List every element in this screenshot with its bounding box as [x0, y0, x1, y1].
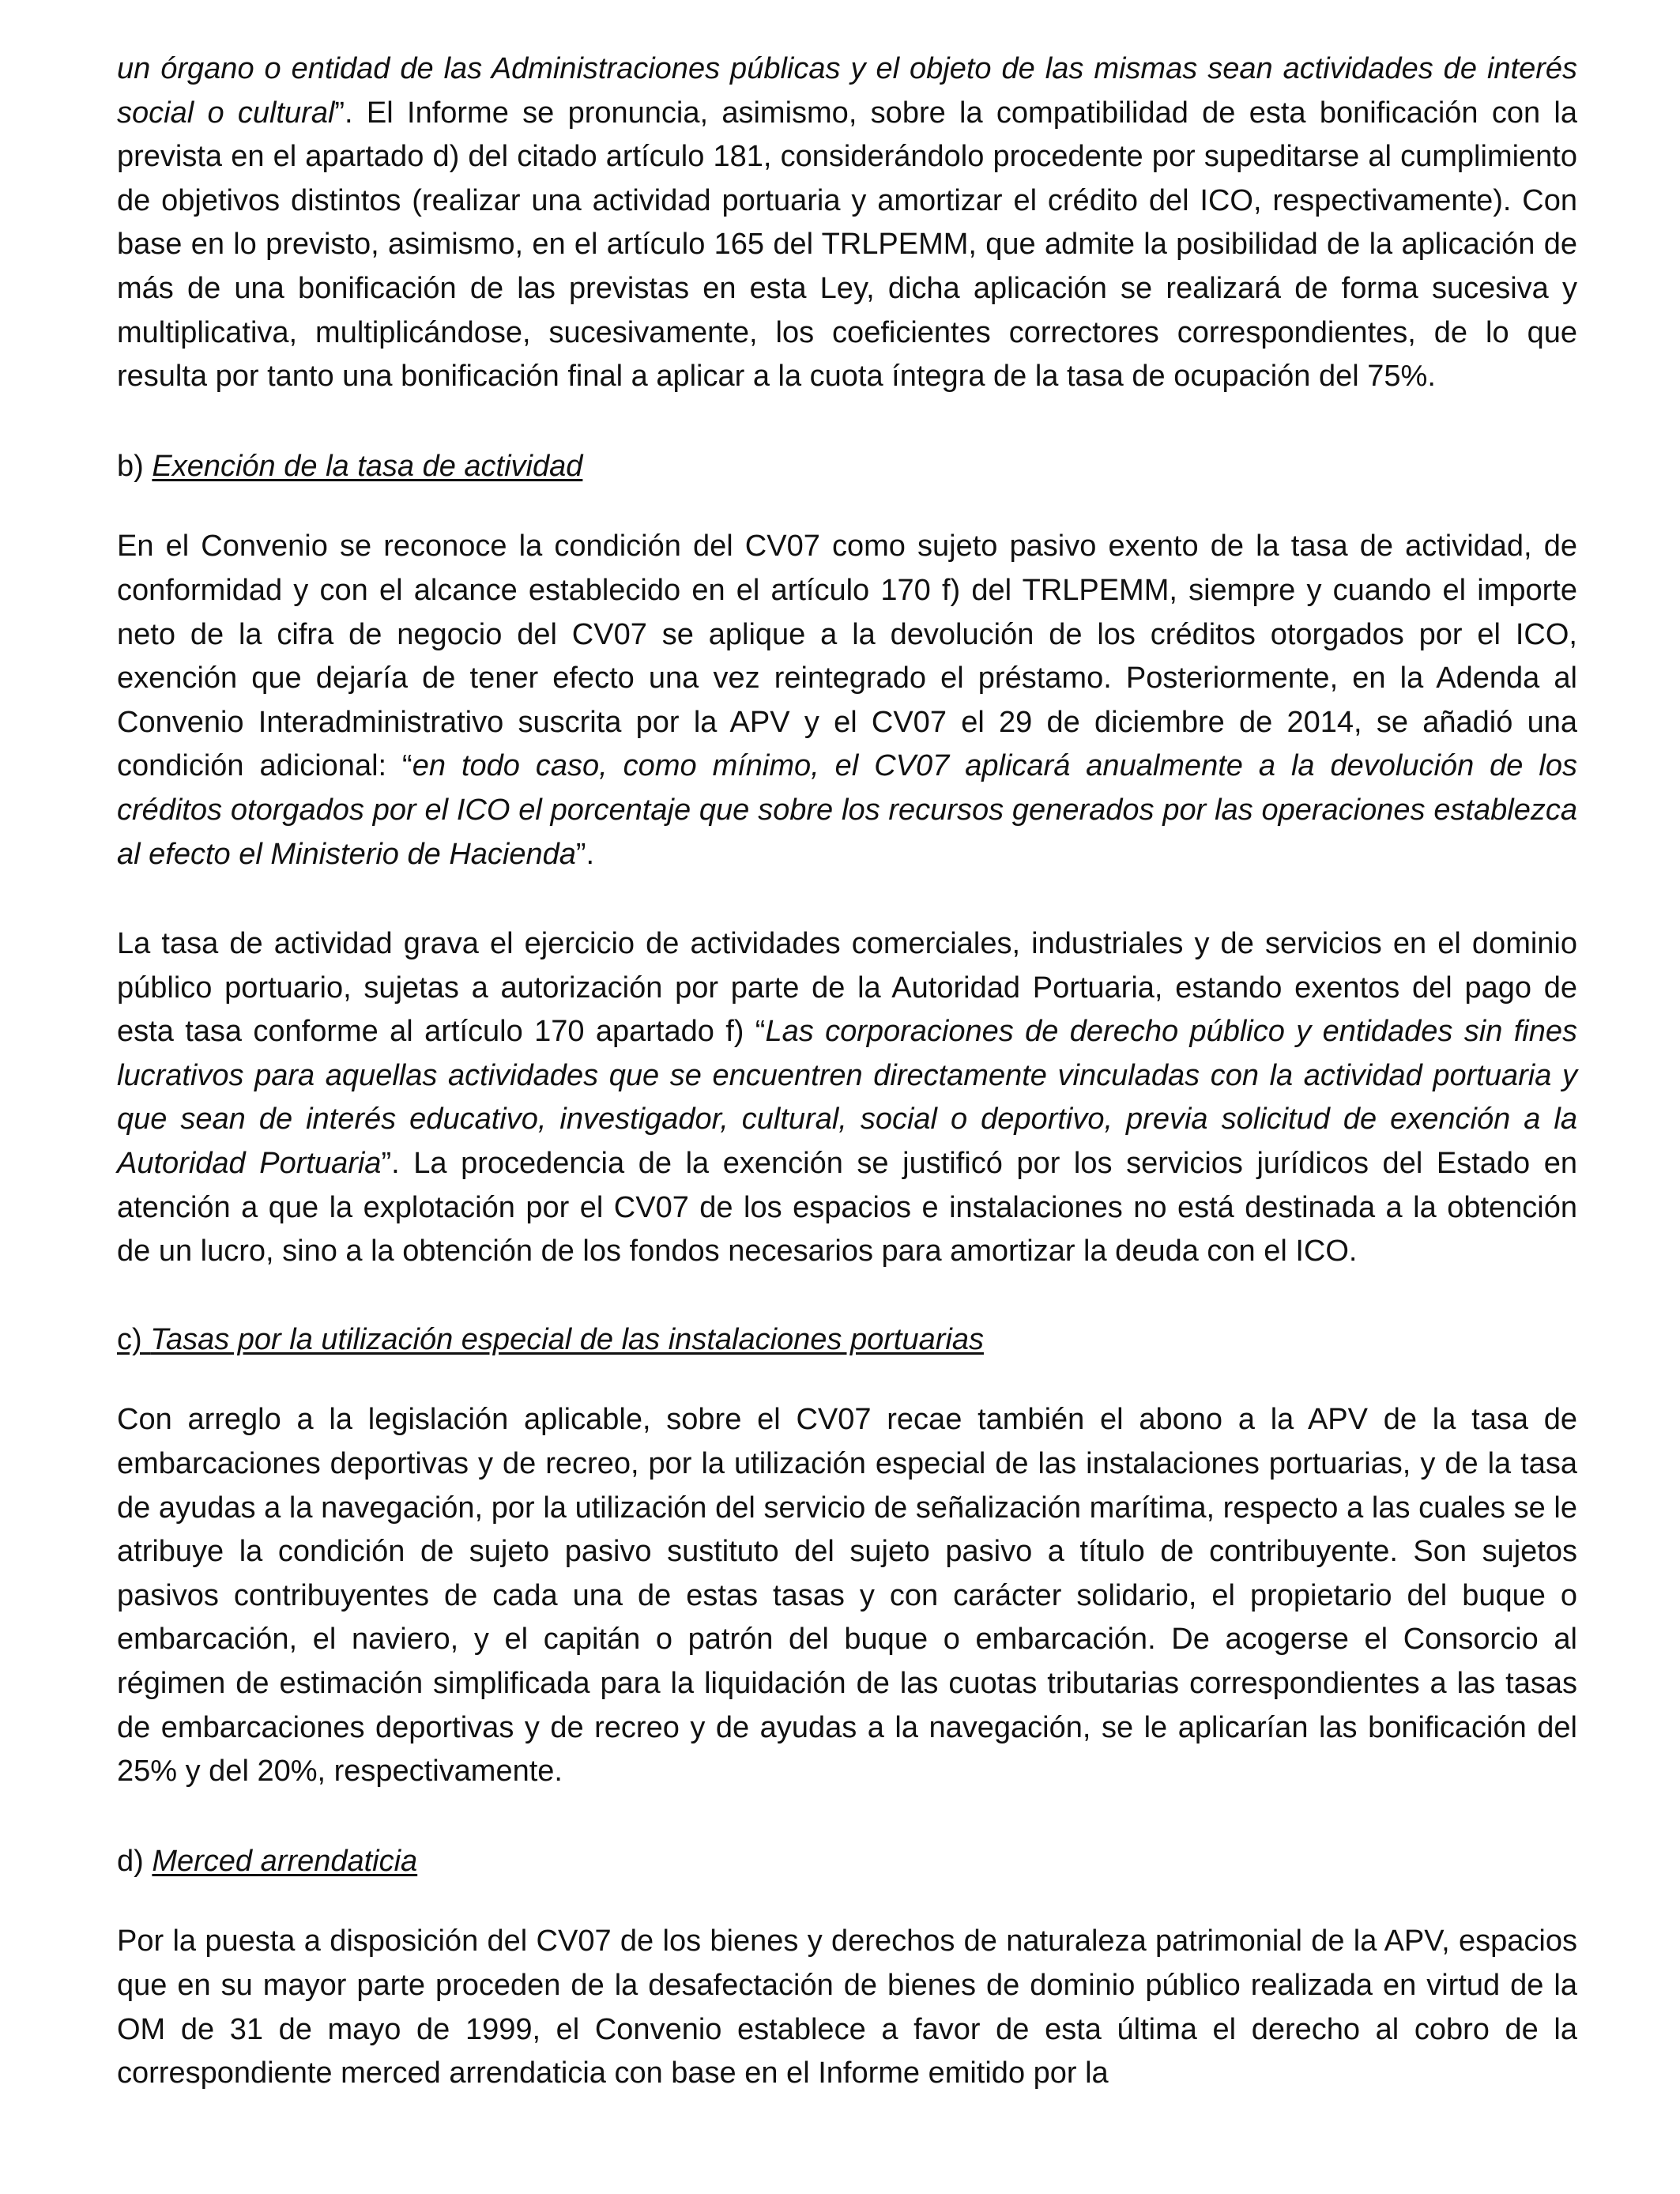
paragraph-text-end: ”. La procedencia de la exención se justificó por los servicios jurídicos del Estado en atención a que la explotación por el CV07 de los espacios e instalaciones no está destinada a la obtención de un lucro, sino a la obtención de los fondos necesarios para amortizar la deuda con el ICO.: [117, 1147, 1578, 1269]
paragraph-text-end: ”.: [575, 837, 595, 871]
paragraph-text: Con arreglo a la legislación aplicable, sobre el CV07 recae también el abono a la APV de la tasa de embarcaciones deportivas y de recreo, por la utilización especial de las instalaciones portuarias, y de la tasa de ayudas a la navegación, por la utilización del servicio de señalización marítima, respecto a las cuales se le atribuye la condición de sujeto pasivo sustituto del sujeto pasivo a título de contribuyente. Son sujetos pasivos contribuyentes de cada una de estas tasas y con carácter solidario, el propietario del buque o embarcación, el naviero, y el capitán o patrón del buque o embarcación. De acogerse el Consorcio al régimen de estimación simplificada para la liquidación de las cuotas tributarias correspondientes a las tasas de embarcaciones deportivas y de recreo y de ayudas a la navegación, se le aplicarían las bonificación del 25% y del 20%, respectivamente.: [117, 1403, 1577, 1789]
paragraph-exencion: [117, 525, 1577, 876]
italic-quote: Las corporaciones de derecho público y entidades sin fines lucrativos para aquellas actividades que se encuentren directamente vinculadas con la actividad portuaria y que sean de interés educativo, investigador, cultural, social o deportivo, previa solicitud de exención a la Autoridad Portuaria: [117, 1015, 1577, 1181]
section-heading-b: [117, 445, 1577, 489]
paragraph-merced: [117, 1920, 1577, 2095]
document-page: [117, 47, 1577, 2096]
paragraph-text: Por la puesta a disposición del CV07 de los bienes y derechos de naturaleza patrimonial de la APV, espacios que en su mayor parte proceden de la desafectación de bienes de dominio público realizada en virtud de la OM de 31 de mayo de 1999, el Convenio establece a favor de esta última el derecho al cobro de la correspondiente merced arrendaticia con base en el Informe emitido por la: [117, 1924, 1577, 2090]
paragraph-text: En el Convenio se reconoce la condición del CV07 como sujeto pasivo exento de la tasa de actividad, de conformidad y con el alcance establecido en el artículo 170 f) del TRLPEMM, siempre y cuando el importe neto de la cifra de negocio del CV07 se aplique a la devolución de los créditos otorgados por el ICO, exención que dejaría de tener efecto una vez reintegrado el préstamo. Posteriormente, en la Adenda al Convenio Interadministrativo suscrita por la APV y el CV07 el 29 de diciembre de 2014, se añadió una condición adicional: “: [117, 530, 1577, 783]
section-label: c): [117, 1322, 151, 1356]
paragraph-text: La tasa de actividad grava el ejercicio de actividades comerciales, industriales y de servicios en el dominio público portuario, sujetas a autorización por parte de la Autoridad Portuaria, estando exentos del pago de esta tasa conforme al artículo 170 apartado f) “: [117, 927, 1577, 1049]
paragraph-tasas-instalaciones: [117, 1398, 1577, 1793]
section-title: Tasas por la utilización especial de las instalaciones portuarias: [150, 1322, 984, 1356]
section-heading-c: [117, 1318, 1577, 1363]
paragraph-tasa-actividad: [117, 922, 1577, 1274]
italic-quote: un órgano o entidad de las Administraciones públicas y el objeto de las mismas sean actividades de interés social o cultural: [117, 52, 1577, 130]
italic-quote: en todo caso, como mínimo, el CV07 aplicará anualmente a la devolución de los créditos otorgados por el ICO el porcentaje que sobre los recursos generados por las operaciones establezca al efecto el Ministerio de Hacienda: [117, 749, 1577, 871]
paragraph-text: ”. El Informe se pronuncia, asimismo, sobre la compatibilidad de esta bonificación con la prevista en el apartado d) del citado artículo 181, considerándolo procedente por supeditarse al cumplimiento de objetivos distintos (realizar una actividad portuaria y amortizar el crédito del ICO, respectivamente). Con base en lo previsto, asimismo, en el artículo 165 del TRLPEMM, que admite la posibilidad de la aplicación de más de una bonificación de las previstas en esta Ley, dicha aplicación se realizará de forma sucesiva y multiplicativa, multiplicándose, sucesivamente, los coeficientes correctores correspondientes, de lo que resulta por tanto una bonificación final a aplicar a la cuota íntegra de la tasa de ocupación del 75%.: [117, 96, 1578, 394]
section-title: Exención de la tasa de actividad: [152, 449, 583, 483]
section-label: b): [117, 449, 153, 483]
paragraph-bonificacion: [117, 47, 1577, 399]
section-heading-d: [117, 1840, 1577, 1884]
section-title: Merced arrendaticia: [152, 1844, 418, 1878]
section-label: d): [117, 1844, 153, 1878]
